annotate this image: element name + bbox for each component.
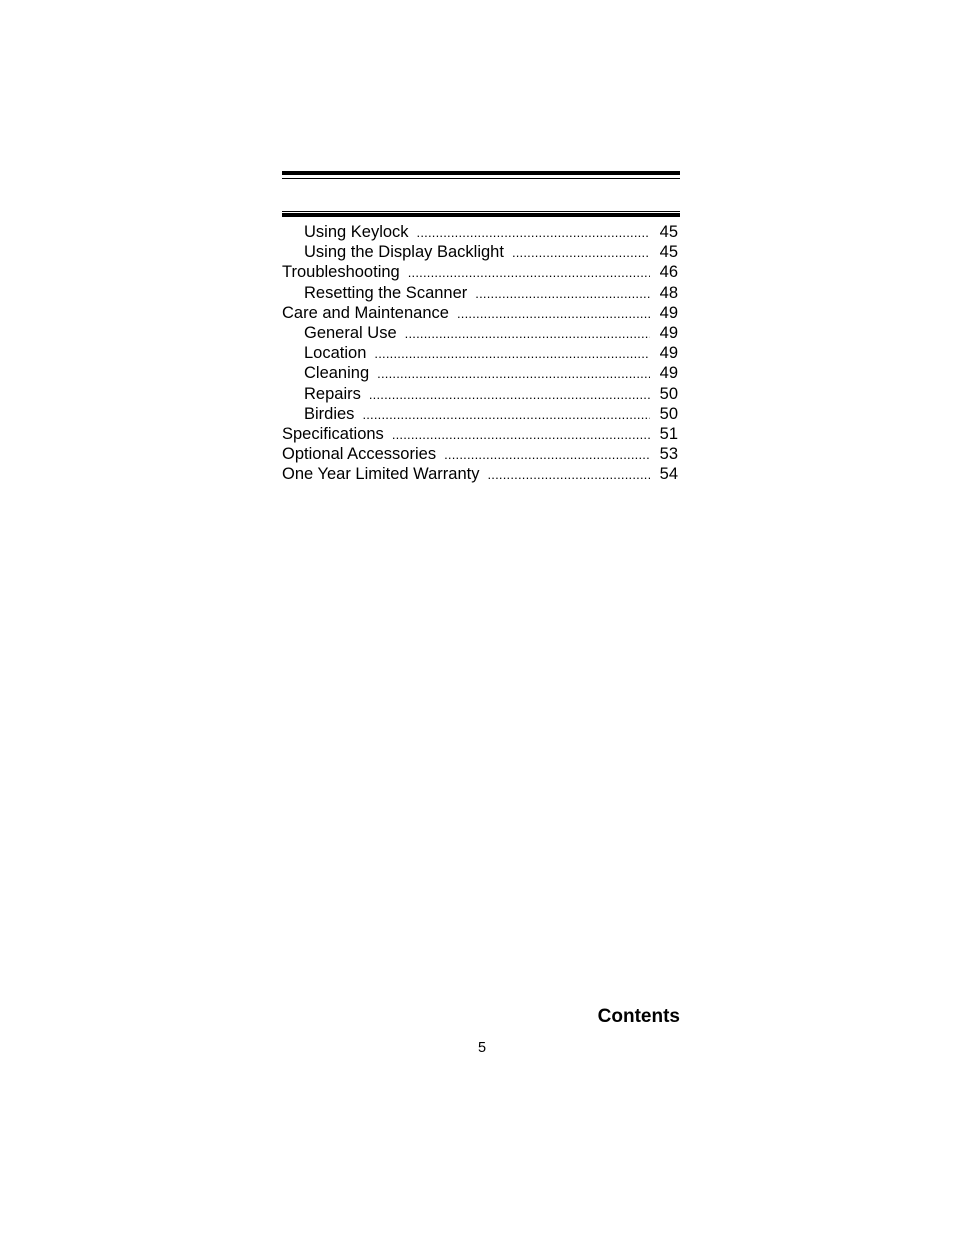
toc-entry-label: Optional Accessories [282, 445, 437, 464]
toc-entry[interactable] [282, 404, 680, 424]
toc-dot-leader [444, 445, 650, 465]
toc-entry-page: 54 [659, 465, 678, 484]
toc-entry-label: One Year Limited Warranty [282, 465, 480, 484]
toc-dot-leader [408, 263, 650, 283]
toc-dot-leader [377, 364, 650, 384]
toc-entry-page: 49 [659, 344, 678, 363]
toc-dot-leader [392, 425, 650, 445]
toc-entry-page: 45 [659, 223, 678, 241]
toc-entry-page: 50 [659, 384, 678, 403]
toc-entry[interactable] [282, 464, 680, 484]
toc-rule-thick [282, 213, 680, 217]
toc-entry[interactable] [282, 303, 680, 323]
header-rule-thin [282, 178, 680, 179]
toc-dot-leader [362, 405, 650, 425]
toc-dot-leader [457, 304, 650, 324]
table-of-contents [282, 222, 680, 484]
toc-entry-label: General Use [304, 323, 397, 342]
toc-entry-label: Care and Maintenance [282, 303, 449, 322]
toc-dot-leader [487, 465, 650, 485]
toc-entry[interactable] [282, 222, 680, 242]
toc-entry[interactable] [282, 262, 680, 282]
toc-entry[interactable] [282, 343, 680, 363]
toc-entry-label: Repairs [304, 384, 361, 403]
toc-entry-page: 50 [659, 404, 678, 423]
toc-entry-page: 48 [659, 283, 678, 302]
toc-entry[interactable] [282, 444, 680, 464]
toc-entry-label: Using Keylock [304, 223, 409, 241]
toc-dot-leader [512, 243, 650, 263]
toc-dot-leader [475, 284, 650, 304]
toc-rule-thin [282, 211, 680, 212]
toc-entry-page: 53 [659, 445, 678, 464]
toc-entry-label: Resetting the Scanner [304, 283, 468, 302]
section-title: Contents [597, 1006, 680, 1027]
toc-entry-label: Specifications [282, 424, 384, 443]
toc-entry[interactable] [282, 323, 680, 343]
header-rule-thick [282, 171, 680, 175]
toc-entry-label: Using the Display Backlight [304, 243, 504, 262]
toc-entry-page: 49 [659, 364, 678, 383]
toc-entry[interactable] [282, 363, 680, 383]
toc-entry-label: Cleaning [304, 364, 370, 383]
toc-entry-label: Troubleshooting [282, 263, 400, 282]
toc-entry-label: Birdies [304, 404, 355, 423]
toc-entry[interactable] [282, 283, 680, 303]
toc-dot-leader [405, 324, 650, 344]
toc-entry[interactable] [282, 424, 680, 444]
toc-entry-page: 46 [659, 263, 678, 282]
toc-entry-label: Location [304, 344, 367, 363]
toc-entry[interactable] [282, 242, 680, 262]
toc-entry-page: 49 [659, 323, 678, 342]
toc-dot-leader [417, 223, 650, 243]
toc-dot-leader [369, 385, 650, 405]
toc-entry-page: 45 [659, 243, 678, 262]
toc-dot-leader [374, 344, 650, 364]
toc-entry[interactable] [282, 384, 680, 404]
toc-entry-page: 49 [659, 303, 678, 322]
toc-entry-page: 51 [659, 424, 678, 443]
page-number: 5 [477, 1040, 487, 1056]
